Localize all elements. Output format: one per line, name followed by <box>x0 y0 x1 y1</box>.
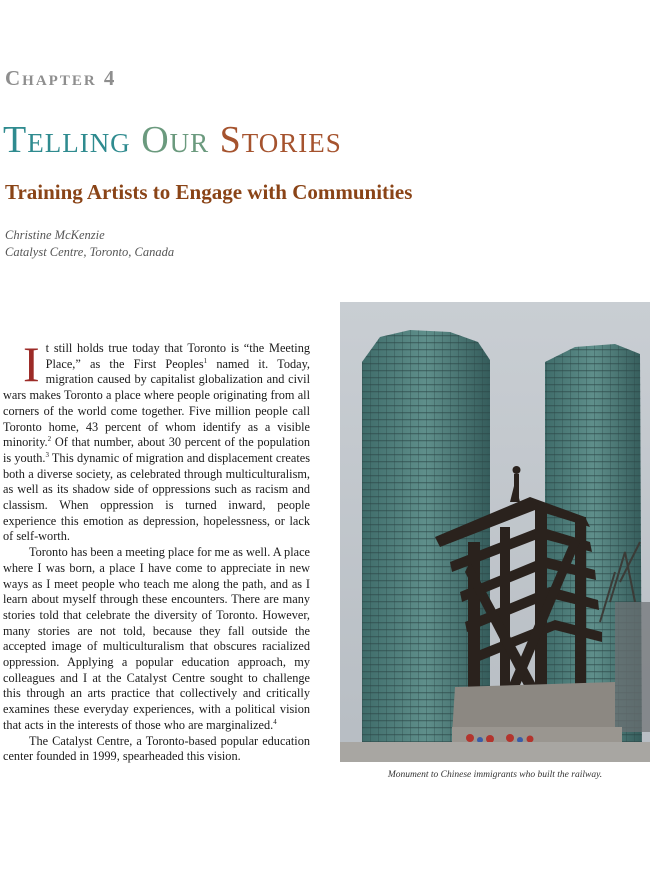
chapter-label: Chapter 4 <box>5 66 117 90</box>
paragraph <box>3 545 310 733</box>
paragraph-text: named it. Today, migration caused by capitalist globalization and civil wars makes Toronto a place where people originating from all corners of the world come together. Five million people call Toronto home, 43 percent of whom identify as a visible minority. <box>3 356 310 450</box>
footnote-ref[interactable]: 3 <box>45 450 49 459</box>
paragraph-text: The Catalyst Centre, a Toronto-based popular education center founded in 1999, spearheaded this vision. <box>3 733 310 764</box>
paragraph <box>3 734 310 765</box>
author-name: Christine McKenzie <box>5 228 105 242</box>
author-block <box>5 227 174 261</box>
title-word: ELLING <box>27 128 131 158</box>
paragraph-text: Toronto has been a meeting place for me as well. A place where I was born, a place I have come to appreciate in new ways as I meet people who teach me along the path, and as I learn about myself through these encounters. There are many stories told that celebrate the diversity of Toronto. However, many stories are not told, because they fall outside the accepted image of multiculturalism that obscures racialized oppression. Applying a popular education approach, my colleagues and I at the Catalyst Centre sought to challenge this through an arts practice that collectively and critically examines these everyday experiences, with a political vision that acts in the interests of those who are marginalized. <box>3 545 310 732</box>
paragraph-text: This dynamic of migration and displacement creates both a diverse society, as celebrated through multiculturalism, as well as its shadow side of oppressions such as racism and classism. When oppression is turned inward, people experience this emotion as depression, hopelessness, or lack of self-worth. <box>3 450 310 544</box>
title-initial: T <box>3 119 28 161</box>
monument-photo-illustration <box>340 302 650 762</box>
paragraph-text: Of that number, about 30 percent of the population is youth. <box>3 435 310 465</box>
title-word: UR <box>169 128 210 158</box>
footnote-ref[interactable]: 2 <box>47 435 52 444</box>
chapter-subtitle: Training Artists to Engage with Communities <box>5 180 413 204</box>
title-initial: O <box>141 119 170 161</box>
drop-cap: I <box>23 336 40 392</box>
body-text <box>3 336 310 765</box>
paragraph-text: t still holds true today that Toronto is “the Meeting Place,” as the First Peoples <box>45 341 310 371</box>
monument-photo <box>340 302 650 762</box>
author-affiliation: Catalyst Centre, Toronto, Canada <box>5 245 175 259</box>
footnote-ref[interactable]: 1 <box>203 356 208 365</box>
title-word: TORIES <box>241 128 342 158</box>
title-initial: S <box>219 119 242 161</box>
chapter-title <box>3 118 342 162</box>
paragraph <box>3 336 310 545</box>
footnote-ref[interactable]: 4 <box>273 717 277 726</box>
figure-caption: Monument to Chinese immigrants who built the railway. <box>387 770 603 780</box>
